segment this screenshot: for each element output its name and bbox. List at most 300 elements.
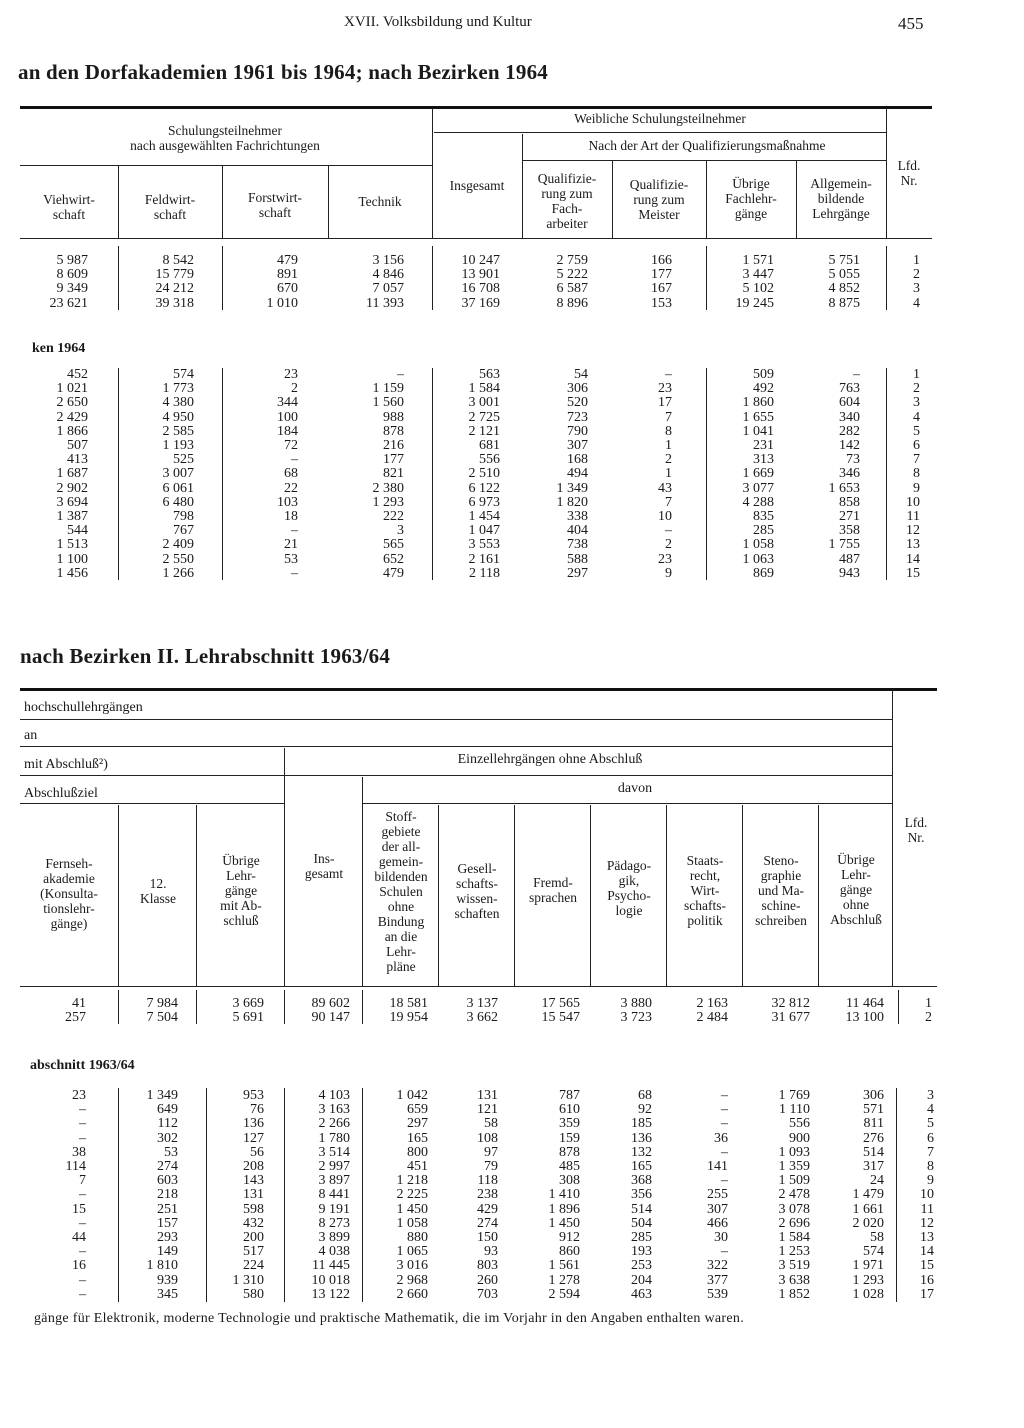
table-cell: 1 655: [742, 409, 774, 425]
lower-header-bottom-rule: [20, 986, 937, 987]
lower-vline: [666, 805, 667, 986]
table-cell: 4 852: [828, 281, 860, 297]
lower-row3-label: mit Abschluß²): [24, 757, 108, 772]
table-cell: 1 769: [778, 1088, 810, 1103]
table-cell: 103: [277, 494, 298, 510]
table-cell: 340: [839, 409, 860, 425]
lower-row1-label: hochschullehrgängen: [24, 700, 143, 715]
table-cell: 3: [913, 281, 920, 297]
table-cell: 7: [79, 1173, 86, 1189]
lower-vline: [818, 805, 819, 986]
table-cell: 36: [714, 1130, 728, 1146]
table-cell: –: [79, 1244, 86, 1260]
table-cell: 869: [753, 565, 774, 581]
table-cell: 2 902: [56, 480, 88, 496]
table-cell: 649: [157, 1102, 178, 1118]
col-header-paed: Pädago- gik, Psycho- logie: [606, 858, 652, 918]
table-cell: 3 077: [742, 480, 774, 496]
upper-vline: [886, 108, 887, 238]
table-cell: 509: [753, 367, 774, 382]
table-cell: 3 514: [318, 1144, 350, 1160]
table-cell: 131: [477, 1088, 498, 1103]
table-cell: 8: [913, 466, 920, 482]
lower-vline: [196, 805, 197, 986]
upper-table-title: an den Dorfakademien 1961 bis 1964; nach Bezirken 1964: [18, 60, 548, 84]
table-cell: 359: [559, 1116, 580, 1132]
table-cell: 216: [383, 438, 404, 454]
table-cell: 8 542: [162, 253, 194, 268]
lower-row-rule: [20, 719, 892, 720]
table-cell: 3 001: [468, 395, 500, 411]
table-cell: 507: [67, 438, 88, 454]
upper-vline: [118, 166, 119, 238]
table-cell: 2 121: [468, 423, 500, 439]
column-facharbeiter: [526, 254, 588, 311]
table-cell: 1 773: [162, 381, 194, 397]
table-cell: 5 751: [828, 253, 860, 268]
data-vline: [706, 368, 707, 580]
table-cell: 4 288: [742, 494, 774, 510]
table-cell: 517: [243, 1244, 264, 1260]
column-allgemein: [800, 368, 860, 581]
table-cell: 3: [927, 1088, 934, 1103]
table-cell: 10 247: [461, 253, 500, 268]
table-cell: 224: [243, 1258, 264, 1274]
col-header-forstwirtschaft: Forstwirt- schaft: [248, 190, 302, 220]
table-cell: 3 880: [620, 996, 652, 1011]
data-vline: [118, 368, 119, 580]
table-cell: 204: [631, 1272, 652, 1288]
table-cell: 317: [863, 1159, 884, 1175]
table-cell: 18 581: [389, 996, 428, 1011]
upper-vline: [706, 161, 707, 238]
column-fernseh: [40, 997, 86, 1025]
table-cell: 274: [477, 1215, 498, 1231]
lower-row2-label: an: [24, 728, 38, 743]
column-fernseh: [40, 1089, 86, 1302]
table-cell: –: [721, 1116, 728, 1132]
col-header-meister: Qualifizie- rung zum Meister: [629, 177, 689, 222]
table-cell: 23: [658, 381, 672, 397]
table-cell: 15: [920, 1258, 934, 1274]
lower-subheading: abschnitt 1963/64: [30, 1058, 135, 1073]
table-cell: 257: [65, 1010, 86, 1026]
table-cell: 356: [631, 1187, 652, 1203]
table-cell: 285: [753, 523, 774, 539]
table-cell: 3 137: [466, 996, 498, 1011]
table-cell: 253: [631, 1258, 652, 1274]
table-cell: 988: [383, 409, 404, 425]
table-cell: 58: [870, 1230, 884, 1246]
table-cell: 767: [173, 523, 194, 539]
lower-davon-header: davon: [617, 781, 653, 796]
table-cell: –: [79, 1215, 86, 1231]
table-cell: 11 464: [846, 996, 884, 1011]
table-cell: 1 349: [556, 480, 588, 496]
data-vline: [118, 990, 119, 1024]
column-insgesamt: [290, 997, 350, 1025]
table-cell: 1 047: [468, 523, 500, 539]
table-cell: 479: [383, 565, 404, 581]
table-cell: 13 100: [845, 1010, 884, 1026]
table-cell: 880: [407, 1230, 428, 1246]
column-paed: [596, 997, 652, 1025]
table-cell: 556: [789, 1116, 810, 1132]
table-cell: 652: [383, 551, 404, 567]
table-cell: 659: [407, 1102, 428, 1118]
table-cell: 939: [157, 1272, 178, 1288]
table-cell: 17: [658, 395, 672, 411]
table-cell: 891: [277, 267, 298, 283]
table-cell: 580: [243, 1286, 264, 1302]
table-cell: 31 677: [771, 1010, 810, 1026]
col-header-steno: Steno- graphie und Ma- schine- schreiben: [755, 853, 807, 928]
table-cell: 2 650: [56, 395, 88, 411]
column-technik: [344, 368, 404, 581]
table-cell: 12: [906, 523, 920, 539]
table-cell: 54: [574, 367, 588, 382]
lower-row-rule: [20, 803, 284, 804]
lower-table-title: nach Bezirken II. Lehrabschnitt 1963/64: [20, 644, 391, 668]
table-cell: 790: [567, 423, 588, 439]
table-cell: 293: [157, 1230, 178, 1246]
table-cell: 2 409: [162, 537, 194, 553]
table-cell: 231: [753, 438, 774, 454]
table-cell: 1: [665, 466, 672, 482]
table-cell: 377: [707, 1272, 728, 1288]
table-cell: 68: [638, 1088, 652, 1103]
table-cell: 23: [658, 551, 672, 567]
table-cell: 1 450: [548, 1215, 580, 1231]
table-cell: 1: [665, 438, 672, 454]
table-cell: 142: [839, 438, 860, 454]
table-cell: 3 897: [318, 1173, 350, 1189]
table-cell: 803: [477, 1258, 498, 1274]
table-cell: 1 028: [852, 1286, 884, 1302]
upper-group2sub-rule: [522, 160, 886, 161]
table-cell: 7 057: [372, 281, 404, 297]
table-cell: 313: [753, 452, 774, 468]
data-vline: [886, 246, 887, 310]
table-cell: 604: [839, 395, 860, 411]
table-cell: 1 010: [266, 295, 298, 311]
data-vline: [362, 990, 363, 1024]
table-cell: 1 450: [396, 1201, 428, 1217]
table-cell: 121: [477, 1102, 498, 1118]
table-cell: 9 191: [318, 1201, 350, 1217]
table-cell: 6 973: [468, 494, 500, 510]
table-cell: 544: [67, 523, 88, 539]
table-cell: 39 318: [155, 295, 194, 311]
upper-vline: [222, 166, 223, 238]
table-cell: 1 293: [372, 494, 404, 510]
table-cell: 23: [284, 367, 298, 382]
running-head: XVII. Volksbildung und Kultur: [344, 14, 532, 30]
table-cell: 1 584: [778, 1230, 810, 1246]
table-cell: 4 950: [162, 409, 194, 425]
table-cell: 1 065: [396, 1244, 428, 1260]
table-cell: 5 987: [56, 253, 88, 268]
table-cell: 1 293: [852, 1272, 884, 1288]
table-cell: 108: [477, 1130, 498, 1146]
table-cell: 218: [157, 1187, 178, 1203]
table-cell: 1 042: [396, 1088, 428, 1103]
table-cell: 307: [707, 1201, 728, 1217]
table-cell: 3 669: [232, 996, 264, 1011]
table-cell: 574: [173, 367, 194, 382]
lower-row-rule: [20, 746, 892, 747]
table-cell: 487: [839, 551, 860, 567]
table-cell: 19 954: [389, 1010, 428, 1026]
column-forstwirtschaft: [240, 368, 298, 581]
table-cell: 565: [383, 537, 404, 553]
table-cell: 413: [67, 452, 88, 468]
table-cell: 13: [906, 537, 920, 553]
table-cell: 1 410: [548, 1187, 580, 1203]
table-cell: 1 253: [778, 1244, 810, 1260]
table-cell: 432: [243, 1215, 264, 1231]
table-cell: 603: [157, 1173, 178, 1189]
col-header-feldwirtschaft: Feldwirt- schaft: [144, 192, 196, 222]
upper-group1-rule: [20, 165, 432, 166]
table-cell: 177: [383, 452, 404, 468]
table-cell: 260: [477, 1272, 498, 1288]
table-cell: 1 266: [162, 565, 194, 581]
table-cell: 118: [477, 1173, 498, 1189]
column-lfd: [896, 254, 920, 311]
table-cell: 11: [906, 509, 920, 525]
table-cell: 73: [846, 452, 860, 468]
table-cell: 184: [277, 423, 298, 439]
data-vline: [896, 1088, 897, 1302]
table-cell: 165: [407, 1130, 428, 1146]
lower-vline: [514, 805, 515, 986]
table-cell: 900: [789, 1130, 810, 1146]
table-cell: 703: [477, 1286, 498, 1302]
table-cell: 6: [913, 438, 920, 454]
table-cell: 451: [407, 1159, 428, 1175]
table-cell: 8 875: [828, 295, 860, 311]
column-feldwirtschaft: [130, 254, 194, 311]
table-cell: 6: [927, 1130, 934, 1146]
table-cell: 193: [631, 1244, 652, 1260]
table-cell: 153: [651, 295, 672, 311]
table-cell: 9: [913, 480, 920, 496]
table-cell: 2 550: [162, 551, 194, 567]
column-uebrige: [712, 254, 774, 311]
table-cell: 13: [920, 1230, 934, 1246]
table-cell: 858: [839, 494, 860, 510]
table-cell: 3 156: [372, 253, 404, 268]
table-cell: 21: [284, 537, 298, 553]
column-gesell: [446, 1089, 498, 1302]
table-cell: 1 669: [742, 466, 774, 482]
table-cell: 1 860: [742, 395, 774, 411]
table-cell: 131: [243, 1187, 264, 1203]
table-cell: 2 266: [318, 1116, 350, 1132]
table-cell: 5 102: [742, 281, 774, 297]
table-cell: 136: [243, 1116, 264, 1132]
table-cell: 89 602: [311, 996, 350, 1011]
table-cell: 22: [284, 480, 298, 496]
table-cell: 10 018: [311, 1272, 350, 1288]
table-cell: 24: [870, 1173, 884, 1189]
col-header-facharbeiter: Qualifizie- rung zum Fach- arbeiter: [537, 171, 597, 231]
col-header-fremd: Fremd- sprachen: [529, 875, 577, 905]
table-cell: 368: [631, 1173, 652, 1189]
table-cell: 1 653: [828, 480, 860, 496]
table-cell: 2 660: [396, 1286, 428, 1302]
table-cell: 97: [484, 1144, 498, 1160]
table-cell: 3: [397, 523, 404, 539]
table-cell: 93: [484, 1244, 498, 1260]
table-cell: –: [665, 523, 672, 539]
table-cell: –: [397, 367, 404, 382]
table-cell: 322: [707, 1258, 728, 1274]
table-cell: 3 723: [620, 1010, 652, 1026]
table-cell: 9 349: [56, 281, 88, 297]
table-cell: 2 118: [469, 565, 500, 581]
table-cell: 556: [479, 452, 500, 468]
table-cell: 670: [277, 281, 298, 297]
table-cell: 1 687: [56, 466, 88, 482]
upper-group2-rule: [434, 132, 886, 133]
table-cell: 302: [157, 1130, 178, 1146]
table-cell: 1 100: [56, 551, 88, 567]
table-cell: 11: [920, 1201, 934, 1217]
table-cell: 3 078: [778, 1201, 810, 1217]
table-cell: –: [79, 1116, 86, 1132]
col-header-allgemein: Allgemein- bildende Lehrgänge: [810, 176, 872, 221]
table-cell: 2 594: [548, 1286, 580, 1302]
column-uebrige-ohne: [822, 1089, 884, 1302]
table-cell: 798: [173, 509, 194, 525]
table-cell: 821: [383, 466, 404, 482]
table-cell: 1 093: [778, 1144, 810, 1160]
table-cell: 251: [157, 1201, 178, 1217]
lower-vline: [590, 805, 591, 986]
table-cell: 132: [631, 1144, 652, 1160]
col-header-gesell: Gesell- schafts- wissen- schaften: [454, 861, 500, 921]
table-cell: 571: [863, 1102, 884, 1118]
data-vline: [362, 1088, 363, 1302]
column-uebrige-mit: [206, 997, 264, 1025]
table-cell: 1 063: [742, 551, 774, 567]
col-header-staat: Staats- recht, Wirt- schafts- politik: [684, 853, 726, 928]
upper-group2-subheader: Nach der Art der Qualifizierungsmaßnahme: [588, 138, 826, 153]
table-cell: 2 020: [852, 1215, 884, 1231]
table-cell: 1 058: [742, 537, 774, 553]
table-cell: 38: [72, 1144, 86, 1160]
upper-vline: [522, 134, 523, 238]
col-header-uebrige-mit: Übrige Lehr- gänge mit Ab- schluß: [220, 853, 262, 928]
table-cell: 4: [927, 1102, 934, 1118]
table-cell: 306: [863, 1088, 884, 1103]
column-stoff: [368, 997, 428, 1025]
upper-header-bottom-rule: [20, 238, 932, 239]
table-cell: 10: [906, 494, 920, 510]
table-cell: 68: [284, 466, 298, 482]
table-cell: 539: [707, 1286, 728, 1302]
table-cell: 2 484: [696, 1010, 728, 1026]
table-cell: 157: [157, 1215, 178, 1231]
table-cell: 3 447: [742, 267, 774, 283]
table-cell: 308: [559, 1173, 580, 1189]
column-technik: [344, 254, 404, 311]
table-cell: 13 901: [461, 267, 500, 283]
lower-vline: [742, 805, 743, 986]
table-cell: 2 429: [56, 409, 88, 425]
table-cell: 1 387: [56, 509, 88, 525]
table-cell: 494: [567, 466, 588, 482]
table-cell: 588: [567, 551, 588, 567]
data-vline: [222, 246, 223, 310]
lower-vline: [892, 690, 893, 986]
table-cell: 136: [631, 1130, 652, 1146]
table-cell: 1 561: [548, 1258, 580, 1274]
table-cell: 15 779: [155, 267, 194, 283]
column-fremd: [518, 997, 580, 1025]
table-cell: 3 694: [56, 494, 88, 510]
table-cell: 429: [477, 1201, 498, 1217]
table-cell: 1 454: [468, 509, 500, 525]
col-header-insgesamt: Ins- gesamt: [304, 851, 344, 881]
table-cell: 3 899: [318, 1230, 350, 1246]
table-cell: 358: [839, 523, 860, 539]
table-cell: 860: [559, 1244, 580, 1260]
lower-vline: [118, 805, 119, 986]
table-cell: 165: [631, 1159, 652, 1175]
table-cell: 208: [243, 1159, 264, 1175]
table-cell: 285: [631, 1230, 652, 1246]
table-cell: 2 585: [162, 423, 194, 439]
table-cell: 466: [707, 1215, 728, 1231]
table-cell: 12: [920, 1215, 934, 1231]
upper-group1-header: Schulungsteilnehmer nach ausgewählten Fachrichtungen: [130, 123, 320, 153]
table-cell: 1 820: [556, 494, 588, 510]
table-cell: 912: [559, 1230, 580, 1246]
col-header-uebrige: Übrige Fachlehr- gänge: [725, 176, 777, 221]
table-cell: 6 587: [556, 281, 588, 297]
table-cell: 17 565: [541, 996, 580, 1011]
lower-vline: [438, 805, 439, 986]
table-cell: 479: [277, 253, 298, 268]
table-cell: 2 725: [468, 409, 500, 425]
table-cell: 525: [173, 452, 194, 468]
table-cell: 3 519: [778, 1258, 810, 1274]
table-cell: 8: [665, 423, 672, 439]
table-cell: 463: [631, 1286, 652, 1302]
table-cell: 166: [651, 253, 672, 268]
table-cell: 1 571: [742, 253, 774, 268]
lower-vline: [362, 777, 363, 986]
table-cell: 787: [559, 1088, 580, 1103]
table-cell: 1 780: [318, 1130, 350, 1146]
table-cell: 953: [243, 1088, 264, 1103]
col-header-technik: Technik: [358, 194, 402, 209]
table-cell: 238: [477, 1187, 498, 1203]
table-cell: 297: [407, 1116, 428, 1132]
table-cell: 16: [920, 1272, 934, 1288]
table-cell: 520: [567, 395, 588, 411]
table-cell: 5 691: [232, 1010, 264, 1026]
table-cell: 485: [559, 1159, 580, 1175]
table-cell: 159: [559, 1130, 580, 1146]
col-header-insgesamt: Insgesamt: [449, 178, 505, 193]
table-cell: 8 896: [556, 295, 588, 311]
table-cell: –: [291, 565, 298, 581]
table-cell: 2: [925, 1010, 932, 1026]
